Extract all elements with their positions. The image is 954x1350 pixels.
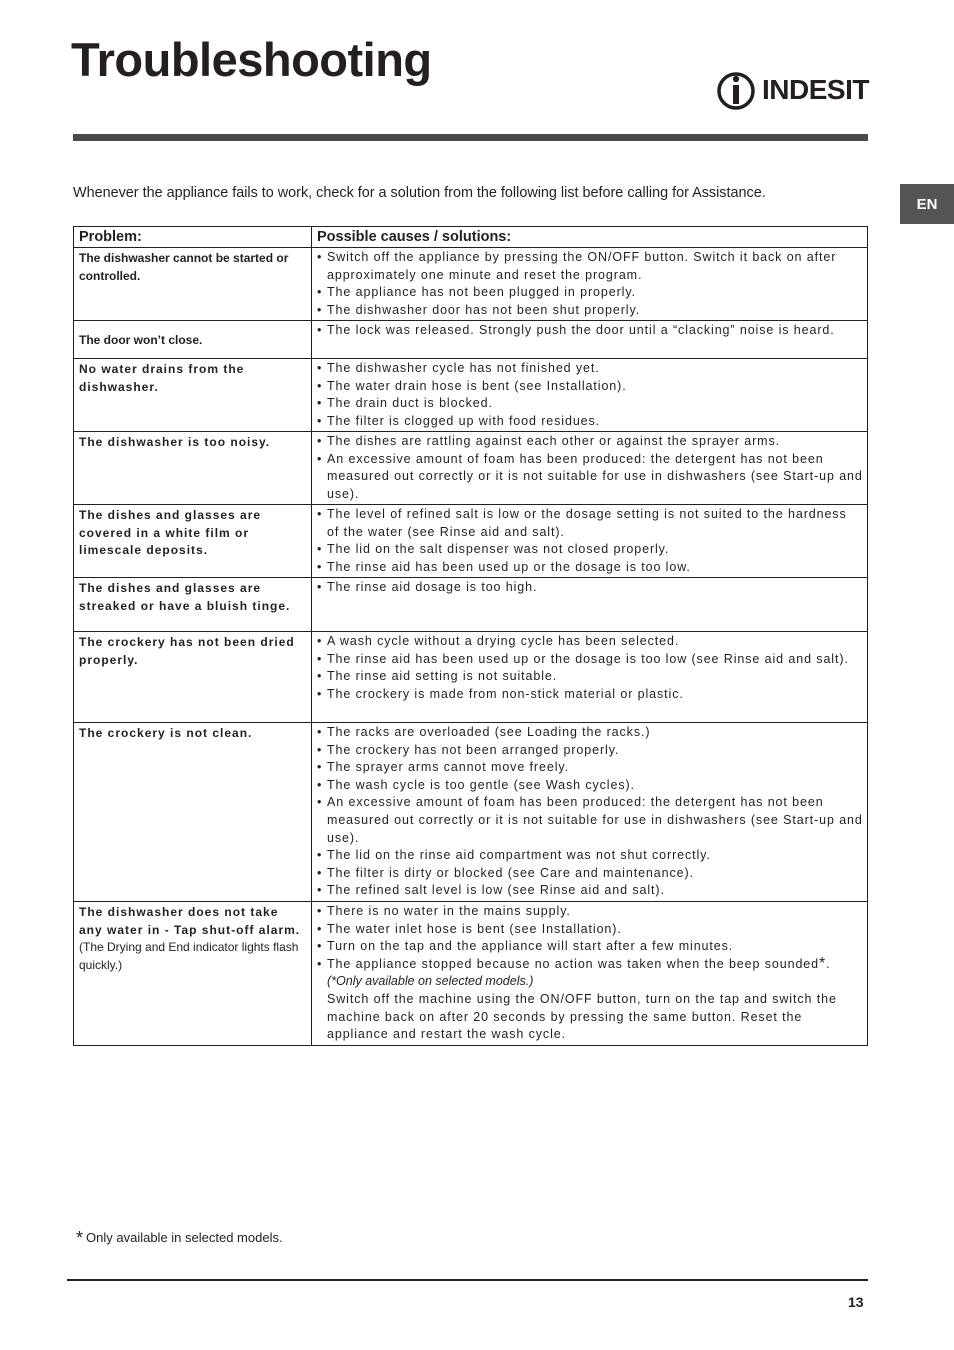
table-row <box>74 359 868 432</box>
solution-item: • Turn on the tap and the appliance will start after a few minutes. <box>317 938 863 956</box>
problem-cell: No water drains from the dishwasher. <box>74 359 312 432</box>
solution-item: • The dishes are rattling against each other or against the sprayer arms. <box>317 433 863 451</box>
problem-cell <box>74 321 312 359</box>
table-row <box>74 432 868 505</box>
solutions-cell <box>312 321 868 359</box>
solution-item: • There is no water in the mains supply. <box>317 903 863 921</box>
solution-item: • The rinse aid setting is not suitable. <box>317 668 863 686</box>
table-row <box>74 248 868 321</box>
solutions-cell <box>312 359 868 432</box>
page-number: 13 <box>848 1294 864 1310</box>
solution-item: • The rinse aid dosage is too high. <box>317 579 863 597</box>
table-row <box>74 723 868 902</box>
asterisk-mark: * <box>819 954 827 972</box>
header-rule <box>73 134 868 141</box>
problem-cell: The dishes and glasses are covered in a white film or limescale deposits. <box>74 505 312 578</box>
table-header-row <box>74 227 868 248</box>
solution-item: • The filter is clogged up with food residues. <box>317 413 863 431</box>
solution-item: • The crockery has not been arranged properly. <box>317 742 863 760</box>
problem-cell: The dishes and glasses are streaked or have a bluish tinge. <box>74 578 312 632</box>
troubleshooting-table <box>73 226 868 1046</box>
table-row <box>74 321 868 359</box>
solutions-cell <box>312 902 868 1046</box>
problem-cell: The dishwasher cannot be started or controlled. <box>74 248 312 321</box>
solution-item: • The dishwasher cycle has not finished yet. <box>317 360 863 378</box>
problem-cell <box>74 902 312 1046</box>
solution-item: • The lid on the rinse aid compartment was not shut correctly. <box>317 847 863 865</box>
solutions-cell <box>312 632 868 723</box>
solution-item: • The lock was released. Strongly push the door until a “clacking” noise is heard. <box>317 322 863 340</box>
header-problem: Problem: <box>74 227 312 248</box>
solution-item: • The refined salt level is low (see Rinse aid and salt). <box>317 882 863 900</box>
solution-item: • The level of refined salt is low or the dosage setting is not suited to the hardness of the water (see Rinse aid and salt). <box>317 506 863 541</box>
table-row <box>74 902 868 1046</box>
footnote <box>76 1228 283 1248</box>
problem-text: The dishwasher does not take any water in - Tap shut-off alarm. <box>79 905 301 937</box>
solution-item: • The crockery is made from non-stick material or plastic. <box>317 686 863 704</box>
problem-cell: The crockery has not been dried properly. <box>74 632 312 723</box>
brand-name: INDESIT <box>762 74 869 105</box>
solution-item: • An excessive amount of foam has been produced: the detergent has not been measured out correctly or it is not suitable for use in dishwashers (see Start-up and use). <box>317 451 863 504</box>
solution-item: • The dishwasher door has not been shut properly. <box>317 302 863 320</box>
solutions-cell <box>312 432 868 505</box>
brand-logo <box>716 68 869 112</box>
problem-text: The door won’t close. <box>79 333 203 347</box>
solution-item: • The wash cycle is too gentle (see Wash cycles). <box>317 777 863 795</box>
availability-note: (*Only available on selected models.) <box>327 974 534 989</box>
solution-item: • The water inlet hose is bent (see Installation). <box>317 921 863 939</box>
footer-rule <box>67 1279 868 1281</box>
solution-item: • Switch off the appliance by pressing the ON/OFF button. Switch it back on after approximately one minute and reset the program. <box>317 249 863 284</box>
solutions-cell <box>312 505 868 578</box>
solution-item: • The rinse aid has been used up or the dosage is too low. <box>317 559 863 577</box>
solution-item-beep <box>317 956 863 1044</box>
table-row <box>74 632 868 723</box>
footnote-asterisk: * <box>76 1228 84 1248</box>
solutions-cell <box>312 248 868 321</box>
problem-cell: The crockery is not clean. <box>74 723 312 902</box>
solution-item: • The water drain hose is bent (see Installation). <box>317 378 863 396</box>
solution-item: • The appliance has not been plugged in properly. <box>317 284 863 302</box>
page-title: Troubleshooting <box>71 33 432 86</box>
table-row <box>74 578 868 632</box>
table-row <box>74 505 868 578</box>
solution-item: • The lid on the salt dispenser was not closed properly. <box>317 541 863 559</box>
solutions-cell <box>312 723 868 902</box>
solution-item: • The racks are overloaded (see Loading the racks.) <box>317 724 863 742</box>
solution-item: • The drain duct is blocked. <box>317 395 863 413</box>
intro-text: Whenever the appliance fails to work, check for a solution from the following list before calling for Assistance. <box>73 185 766 201</box>
solution-item: • The rinse aid has been used up or the dosage is too low (see Rinse aid and salt). <box>317 651 863 669</box>
language-tab[interactable]: EN <box>900 184 954 224</box>
solution-continuation: Switch off the machine using the ON/OFF button, turn on the tap and switch the machine back on after 20 seconds by pressing the same button. Reset the appliance and restart the wash cycle. <box>327 991 837 1042</box>
header-solutions: Possible causes / solutions: <box>312 227 868 248</box>
solution-item: • The sprayer arms cannot move freely. <box>317 759 863 777</box>
footnote-text: Only available in selected models. <box>86 1230 283 1245</box>
solution-item: • The filter is dirty or blocked (see Care and maintenance). <box>317 865 863 883</box>
problem-cell: The dishwasher is too noisy. <box>74 432 312 505</box>
solutions-cell <box>312 578 868 632</box>
solution-item: • An excessive amount of foam has been produced: the detergent has not been measured out correctly or it is not suitable for use in dishwashers (see Start-up and use). <box>317 794 863 847</box>
indesit-logo-icon <box>716 68 756 112</box>
solution-item: • A wash cycle without a drying cycle has been selected. <box>317 633 863 651</box>
problem-note: (The Drying and End indicator lights flash quickly.) <box>79 940 299 972</box>
solution-text: The appliance stopped because no action was taken when the beep sounded <box>327 956 819 971</box>
solution-punct: . <box>826 956 831 971</box>
